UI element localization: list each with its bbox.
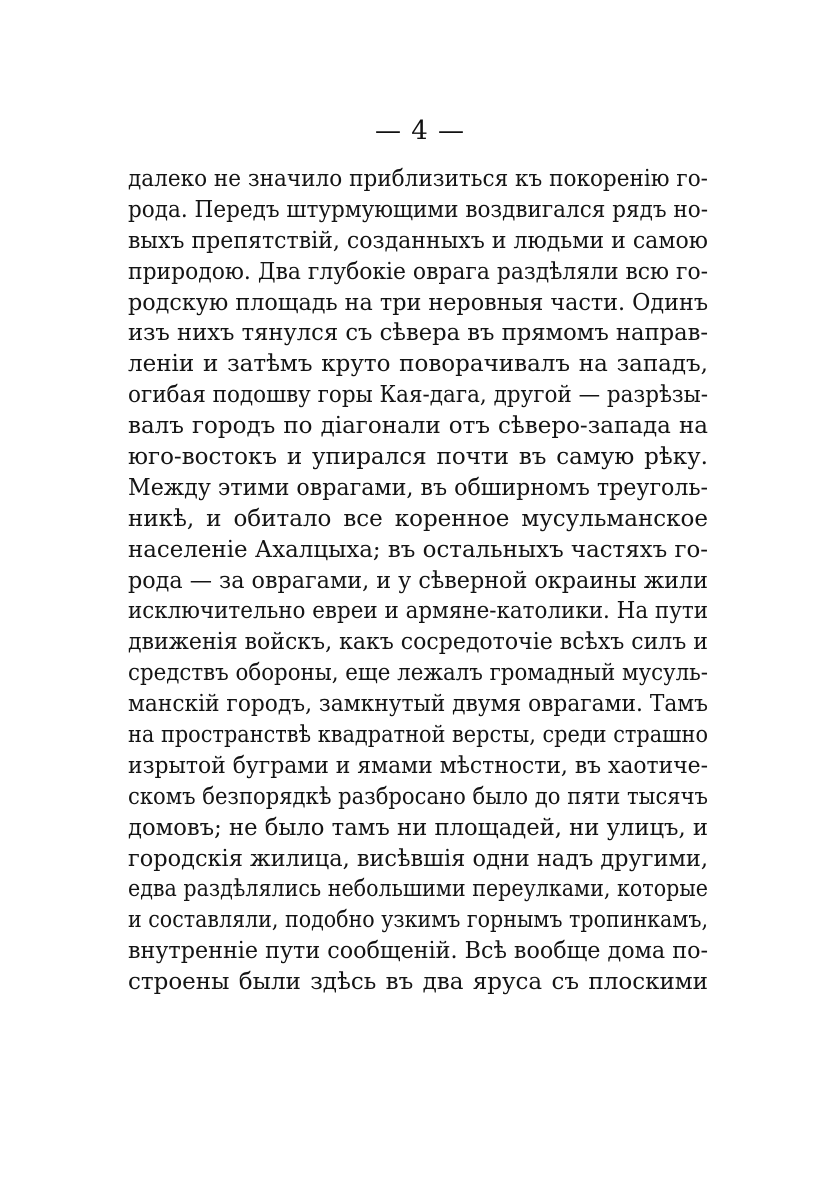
text-line: огибая подошву горы Кая-дага, другой — разрѣзы- — [128, 382, 709, 409]
page-number: — 4 — — [374, 116, 466, 146]
text-line: на пространствѣ квадратной версты, среди страшно — [128, 722, 709, 749]
text-line: средствъ обороны, еще лежалъ громадный мусуль- — [128, 660, 709, 687]
text-line: скомъ безпорядкѣ разбросано было до пяти тысячъ — [128, 783, 708, 810]
text-line: исключительно евреи и армяне-католики. На пути — [128, 598, 708, 625]
text-line: далеко не значило приблизиться къ покоренію го- — [128, 166, 708, 192]
text-line: изрытой буграми и ямами мѣстности, въ хаотиче- — [128, 752, 709, 779]
text-line: изъ нихъ тянулся съ сѣвера въ прямомъ направ- — [128, 320, 708, 347]
body-text — [128, 164, 708, 998]
text-line: родскую площадь на три неровныя части. Одинъ — [128, 289, 709, 316]
text-line: населеніе Ахалцыха; въ остальныхъ частяхъ го- — [128, 536, 709, 563]
text-line: юго-востокъ и упирался почти въ самую рѣку. — [128, 444, 708, 471]
text-line: никѣ, и обитало все коренное мусульманское — [128, 505, 708, 532]
text-line: едва раздѣлялись небольшими переулками, которые — [128, 876, 709, 903]
text-line: домовъ; не было тамъ ни площадей, ни улицъ, и — [128, 814, 708, 841]
text-line: движенія войскъ, какъ сосредоточіе всѣхъ силъ и — [128, 629, 708, 656]
text-line: манскій городъ, замкнутый двумя оврагами. Тамъ — [128, 691, 709, 718]
text-line: природою. Два глубокіе оврага раздѣляли всю го- — [128, 258, 709, 285]
text-line: городскія жилица, висѣвшія одни надъ другими, — [128, 845, 708, 872]
text-line: и составляли, подобно узкимъ горнымъ тропинкамъ, — [128, 907, 709, 934]
text-line: Между этими оврагами, въ обширномъ треуголь- — [128, 474, 709, 501]
text-line: рода — за оврагами, и у сѣверной окраины жили — [128, 567, 708, 594]
text-line: леніи и затѣмъ круто поворачивалъ на западъ, — [128, 351, 708, 378]
text-line: валъ городъ по діагонали отъ сѣверо-запада на — [128, 413, 708, 440]
text-line: внутренніе пути сообщеній. Всѣ вообще дома по- — [128, 938, 708, 965]
text-line: строены были здѣсь въ два яруса съ плоскими — [128, 969, 708, 996]
text-line: выхъ препятствій, созданныхъ и людьми и самою — [128, 227, 708, 254]
text-line: рода. Передъ штурмующими воздвигался рядъ но- — [128, 196, 708, 223]
